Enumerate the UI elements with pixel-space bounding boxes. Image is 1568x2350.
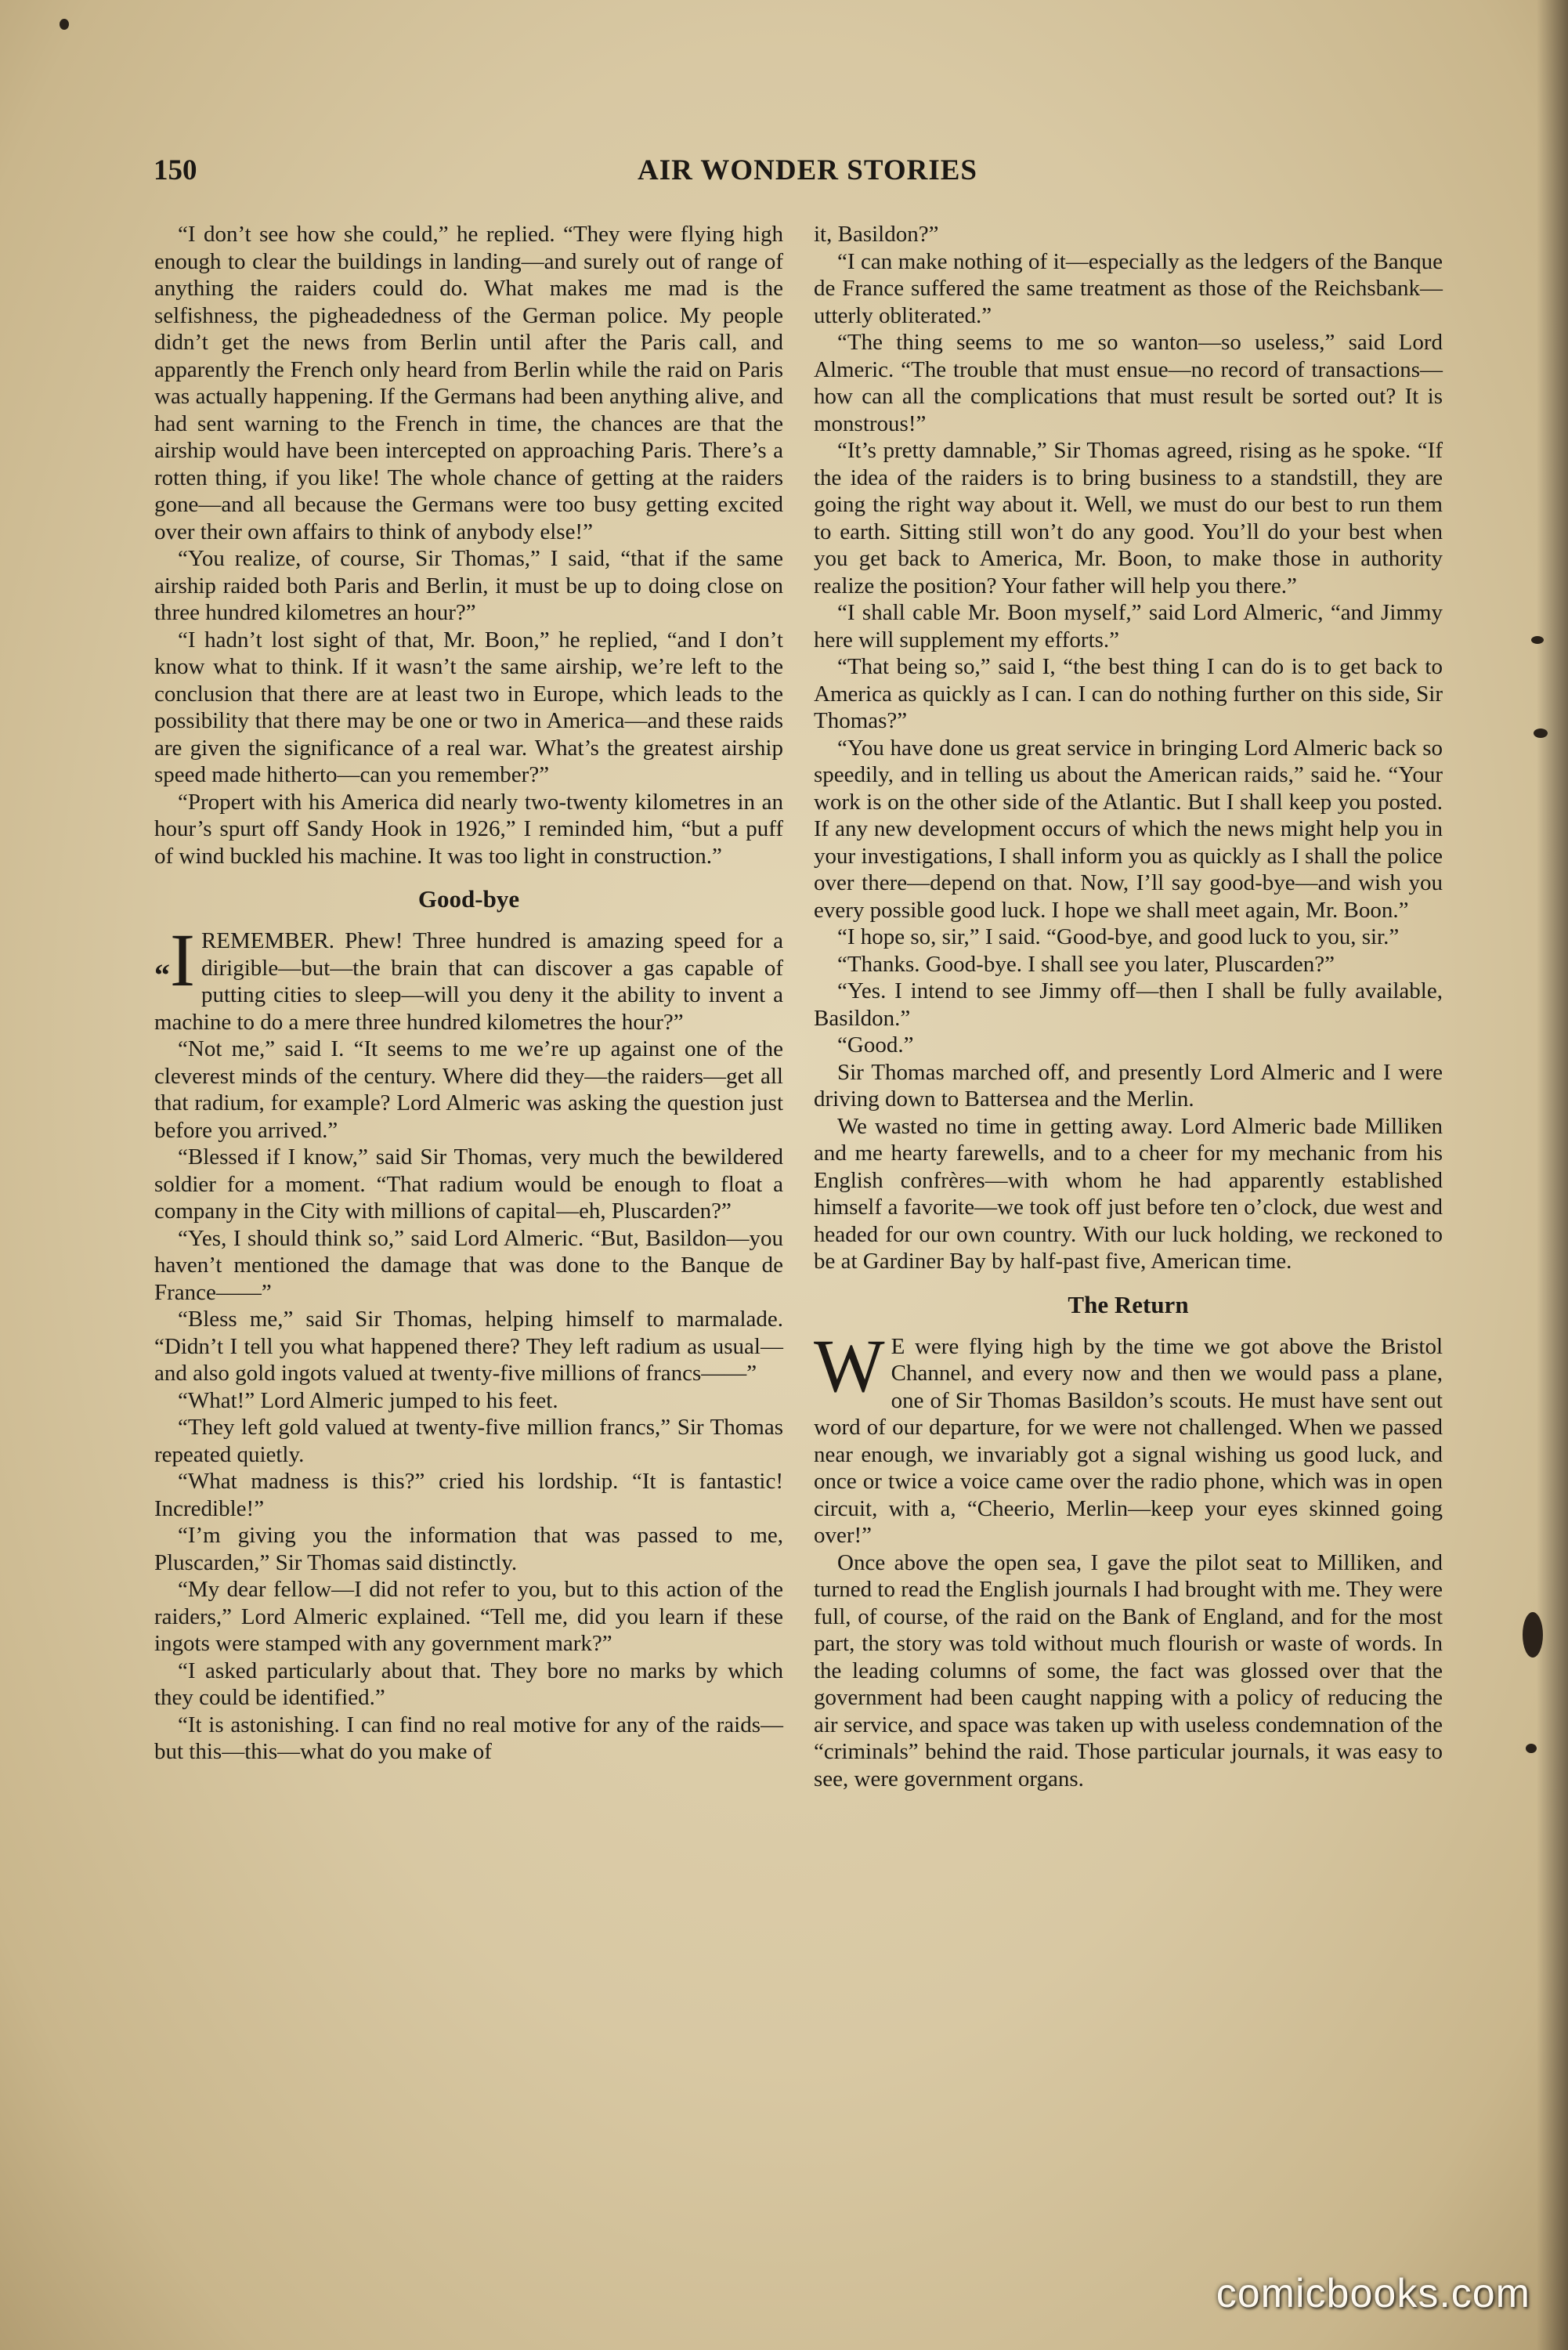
paragraph: “Propert with his America did nearly two-twenty kilometres in an hour’s spurt off Sandy Hook in 1926,” I reminded him, “but a puff of wind buckled his machine. It was too light in construction.” bbox=[154, 789, 783, 869]
right-column bbox=[814, 221, 1443, 1792]
left-column bbox=[154, 221, 783, 1766]
drop-cap bbox=[154, 918, 195, 1003]
paragraph: “I hadn’t lost sight of that, Mr. Boon,” he replied, “and I don’t know what to think. If it wasn’t the same airship, we’re left to the conclusion that there are at least two in Europe, which leads to the possibility that there may be one or two in America—and these raids are given the significance of a real war. What’s the greatest airship speed made hitherto—can you remember?” bbox=[154, 627, 783, 787]
ink-speck bbox=[1526, 1744, 1537, 1753]
paragraph: “It is astonishing. I can find no real motive for any of the raids—but this—this—what do you make of bbox=[154, 1712, 783, 1764]
paragraph: “Blessed if I know,” said Sir Thomas, very much the bewildered soldier for a moment. “That radium would be enough to float a company in the City with millions of capital—eh, Pluscarden?” bbox=[154, 1144, 783, 1224]
paragraph: “Good.” bbox=[837, 1032, 914, 1058]
paragraph: “I shall cable Mr. Boon myself,” said Lord Almeric, “and Jimmy here will supplement my efforts.” bbox=[814, 600, 1443, 653]
paragraph: We wasted no time in getting away. Lord Almeric bade Milliken and me hearty farewells, and to a cheer for my mechanic from his English confrères—with whom he had apparently established himself a favorite—we took off just before ten o’clock, due west and headed for our own country. With our luck holding, we reckoned to be at Gardiner Bay by half-past five, American time. bbox=[814, 1113, 1443, 1274]
paragraph: “It’s pretty damnable,” Sir Thomas agreed, rising as he spoke. “If the idea of the raiders is to bring business to a standstill, they are going the right way about it. Well, we must do our best to run them to earth. Sitting still won’t do any good. You’ll do your best when you get back to America, Mr. Boon, to make those in authority realize the position? Your father will help you there.” bbox=[814, 438, 1443, 598]
drop-cap-letter: W bbox=[814, 1323, 885, 1408]
paragraph: “I can make nothing of it—especially as the ledgers of the Banque de France suffered the same treatment as those of the Reichsbank—utterly obliterated.” bbox=[814, 248, 1443, 328]
paragraph: “The thing seems to me so wanton—so useless,” said Lord Almeric. “The trouble that must ensue—no record of transactions—how can all the complications that must result be sorted out? It is monstrous!” bbox=[814, 330, 1443, 436]
section-heading: The Return bbox=[1068, 1290, 1189, 1318]
paragraph: “Thanks. Good-bye. I shall see you later, Pluscarden?” bbox=[837, 951, 1335, 977]
page-header bbox=[154, 154, 1461, 201]
paragraph: “You realize, of course, Sir Thomas,” I said, “that if the same airship raided both Paris and Berlin, it must be up to doing close on three hundred kilometres an hour?” bbox=[154, 546, 783, 625]
ink-speck bbox=[1534, 728, 1548, 738]
paragraph: “I’m giving you the information that was passed to me, Pluscarden,” Sir Thomas said distinctly. bbox=[154, 1523, 783, 1575]
paragraph: “They left gold valued at twenty-five million francs,” Sir Thomas repeated quietly. bbox=[154, 1415, 783, 1467]
paragraph: “I hope so, sir,” I said. “Good-bye, and good luck to you, sir.” bbox=[837, 924, 1400, 949]
paragraph: “You have done us great service in bringing Lord Almeric back so speedily, and in telling us about the American raids,” said he. “Your work is on the other side of the Atlantic. But I shall keep you posted. If any new development occurs of which the news might help you in your investigations, I shall inform you as quickly as I shall the police over there—depend on that. Now, I’ll say good-bye—and wish you every possible good luck. I hope we shall meet again, Mr. Boon.” bbox=[814, 735, 1443, 923]
paragraph: Sir Thomas marched off, and presently Lord Almeric and I were driving down to Battersea and the Merlin. bbox=[814, 1059, 1443, 1112]
paragraph: “What!” Lord Almeric jumped to his feet. bbox=[178, 1387, 558, 1413]
magazine-title: AIR WONDER STORIES bbox=[637, 154, 978, 186]
drop-cap-letter: I bbox=[170, 918, 195, 1002]
section-heading: Good-bye bbox=[417, 885, 520, 913]
watermark: comicbooks.com bbox=[1216, 2271, 1530, 2316]
paragraph-text: REMEMBER. Phew! Three hundred is amazing speed for a dirigible—but—the brain that can discover a gas capable of putting cities to sleep—will you deny it the ability to invent a machine to do a mere three hundred kilometres the hour?” bbox=[154, 928, 783, 1035]
page-edge-shadow bbox=[1537, 0, 1568, 2350]
paragraph: “Bless me,” said Sir Thomas, helping himself to marmalade. “Didn’t I tell you what happened there? They left radium as usual—and also gold ingots valued at twenty-five millions of francs——” bbox=[154, 1307, 783, 1386]
paragraph: “That being so,” said I, “the best thing I can do is to get back to America as quickly as I can. I can do nothing further on this side, Sir Thomas?” bbox=[814, 654, 1443, 733]
page-number: 150 bbox=[154, 154, 197, 186]
paragraph: “I don’t see how she could,” he replied. “They were flying high enough to clear the buildings in landing—and surely out of range of anything the raiders could do. What makes me mad is the selfishness, the pigheadedness of the German police. My people didn’t get the news from Berlin until after the Paris call, and apparently the French only heard from Berlin while the raid on Paris was actually happening. If the Germans had been anything alive, and had sent warning to the French in time, the chances are that the airship would have been intercepted on approaching Paris. There’s a rotten thing, if you like! The whole chance of getting at the raiders gone—and all because the Germans were too busy getting excited over their own affairs to think of anybody else!” bbox=[154, 222, 783, 544]
ink-speck bbox=[1531, 636, 1544, 644]
paragraph: “My dear fellow—I did not refer to you, but to this action of the raiders,” Lord Almeric explained. “Tell me, did you learn if these ingots were stamped with any government mark?” bbox=[154, 1577, 783, 1656]
paragraph-with-drop-cap bbox=[154, 918, 783, 1036]
paragraph: Once above the open sea, I gave the pilot seat to Milliken, and turned to read the English journals I had brought with me. They were full, of course, of the raid on the Bank of England, and for the most part, the story was told without much flourish or waste of words. In the leading columns of some, the fact was glossed over that the government had been caught napping with a policy of reducing the air service, and space was taken up with useless condemnation of the “criminals” behind the raid. Those particular journals, it was easy to see, were government organs. bbox=[814, 1549, 1443, 1791]
drop-cap bbox=[814, 1323, 885, 1408]
paragraph: “Yes, I should think so,” said Lord Almeric. “But, Basildon—you haven’t mentioned the damage that was done to the Banque de France——” bbox=[154, 1225, 783, 1305]
drop-cap-quote: “ bbox=[154, 957, 170, 992]
paragraph: “I asked particularly about that. They bore no marks by which they could be identified.” bbox=[154, 1658, 783, 1710]
binding-hole bbox=[1523, 1612, 1543, 1658]
paragraph: “Not me,” said I. “It seems to me we’re up against one of the cleverest minds of the century. Where did they—the raiders—get all that radium, for example? Lord Almeric was asking the question just before you arrived.” bbox=[154, 1036, 783, 1143]
paragraph-with-drop-cap bbox=[814, 1323, 1443, 1549]
paragraph: “Yes. I intend to see Jimmy off—then I shall be fully available, Basildon.” bbox=[814, 978, 1443, 1031]
paragraph: “What madness is this?” cried his lordship. “It is fantastic! Incredible!” bbox=[154, 1469, 783, 1521]
paragraph-text: E were flying high by the time we got above the Bristol Channel, and every now and then we would pass a plane, one of Sir Thomas Basildon’s scouts. He must have sent out word of our departure, for we were not challenged. When we passed near enough, we invariably got a signal wishing us good luck, and once or twice a voice came over the radio phone, which was in open circuit, with a, “Cheerio, Merlin—keep your eyes skinned going over!” bbox=[814, 1333, 1443, 1548]
continued-paragraph: it, Basildon?” bbox=[814, 222, 939, 247]
ink-speck bbox=[60, 19, 69, 30]
